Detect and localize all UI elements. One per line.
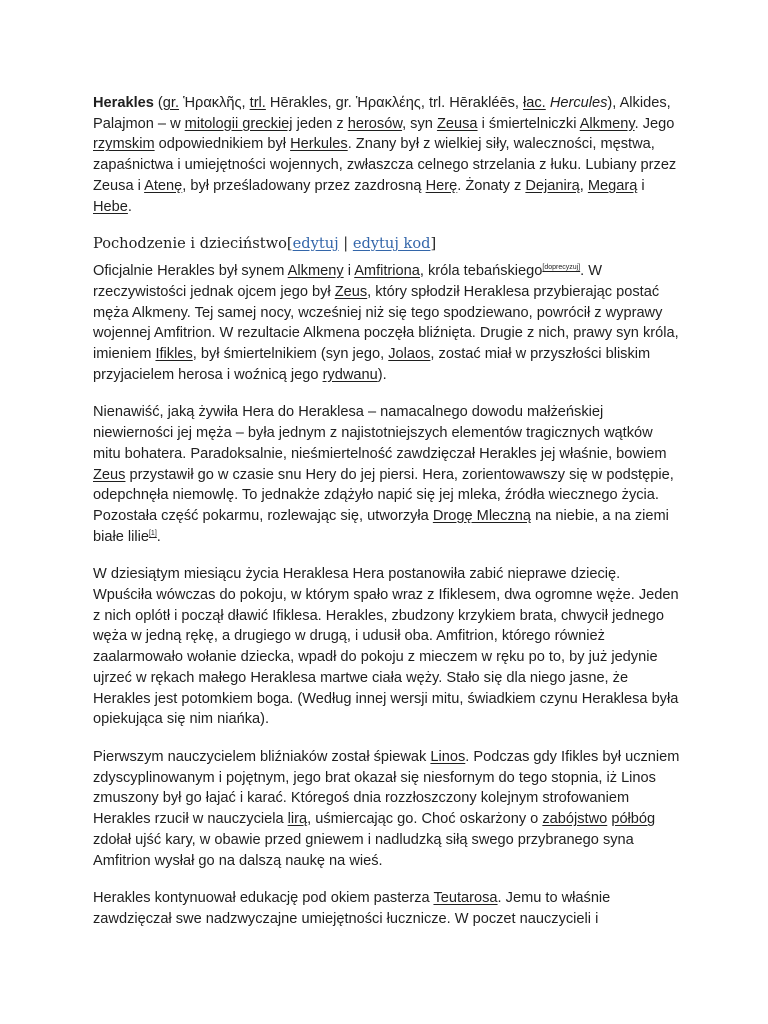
text: Pierwszym nauczycielem bliźniaków został śpiewak: [93, 748, 431, 765]
paragraph-origin: [93, 261, 683, 385]
link-amfitriona[interactable]: Amfitriona: [354, 263, 420, 280]
text: . Żonaty z: [457, 177, 526, 194]
paragraph-snakes: [93, 564, 683, 730]
link-ifikles[interactable]: Ifikles: [155, 346, 193, 363]
section-heading: [93, 234, 683, 254]
link-herosow[interactable]: herosów: [347, 115, 403, 132]
link-zabojstwo[interactable]: zabójstwo: [542, 811, 608, 828]
bracket-close: ]: [430, 235, 437, 253]
link-linos[interactable]: Linos: [430, 748, 466, 765]
link-lac[interactable]: łac.: [523, 95, 546, 111]
text: odpowiednikiem był: [154, 136, 291, 153]
text: Ἡρακλῆς,: [179, 95, 250, 111]
footnote-link[interactable]: [1]: [148, 529, 157, 537]
text: zdołał ujść kary, w obawie przed gniewem i nadludzką siłą swego przybranego syna Amfitrion wysłał go na dalszą naukę na wieś.: [93, 831, 634, 869]
link-trl[interactable]: trl.: [249, 95, 266, 111]
paragraph-hera: [93, 402, 683, 547]
text: .: [156, 528, 161, 545]
link-teutarosa[interactable]: Teutarosa: [433, 890, 498, 907]
text: Herakles kontynuował edukację pod okiem pasterza: [93, 890, 434, 907]
section-title: Pochodzenie i dzieciństwo: [93, 235, 287, 253]
link-gr[interactable]: gr.: [162, 95, 180, 111]
link-atene[interactable]: Atenę: [144, 177, 183, 194]
intro-paragraph: [93, 93, 683, 217]
text: , króla tebańskiego: [419, 263, 543, 280]
text: Nienawiść, jaką żywiła Hera do Heraklesa – namacalnego dowodu małżeńskiej niewierności jej męża – była jednym z najistotniejszych elementów tragicznych wątków mitu bohatera. Paradoksalnie, nieśmiertelność zawdzięczał Herakles jej właśnie, bowiem: [93, 404, 667, 462]
link-rydwanu[interactable]: rydwanu: [322, 366, 378, 383]
text: . W rzeczywistości jednak ojcem jego był: [93, 263, 603, 300]
text: , zostać miał w przyszłości bliskim przyjacielem herosa i woźnicą jego: [93, 346, 651, 383]
text: jeden z: [292, 115, 348, 132]
link-lira[interactable]: lirą: [287, 811, 308, 828]
text: ), Alkides, Palajmon – w: [93, 95, 671, 132]
text: i: [637, 177, 645, 194]
link-dejanira[interactable]: Dejanirą: [525, 177, 580, 194]
text: (: [153, 95, 163, 111]
link-alkmeny[interactable]: Alkmeny: [287, 263, 344, 280]
link-here[interactable]: Herę: [425, 177, 458, 194]
link-polbog[interactable]: półbóg: [611, 811, 656, 828]
link-zeus[interactable]: Zeus: [334, 283, 368, 300]
text: ,: [579, 177, 588, 194]
text: , był śmiertelnikiem (syn jego,: [192, 346, 389, 363]
edit-separator: |: [338, 235, 353, 253]
text: , który spłodził Heraklesa przybierając postać męża Alkmeny. Tej samej nocy, wcześniej niż się tego spodziewano, powrócił z wyprawy wojennej Amfitrion. W rezultacie Alkmena poczęła bliźnięta. Drugie z nich, prawy syn króla, imieniem: [93, 283, 679, 363]
latin-name: Hercules: [549, 95, 608, 111]
edit-link[interactable]: edytuj: [292, 235, 339, 253]
bracket-open: [: [286, 235, 293, 253]
text: , był prześladowany przez zazdrosną: [182, 177, 426, 194]
link-megara[interactable]: Megarą: [587, 177, 638, 194]
text: . Jego: [634, 115, 675, 132]
text: Oficjalnie Herakles był synem: [93, 263, 288, 280]
paragraph-linos: [93, 747, 683, 871]
text: i: [343, 263, 355, 280]
text: i śmiertelniczki: [477, 115, 580, 132]
link-hebe[interactable]: Hebe: [93, 198, 128, 215]
link-droge-mleczna[interactable]: Drogę Mleczną: [432, 507, 532, 524]
text: przystawił go w czasie snu Hery do jej piersi. Hera, zorientowawszy się w podstępie, odepchnęła niemowlę. To jednakże zdążyło napić się jej mleka, źródła wiecznego życia. Pozostała część pokarmu, rozlewając się, utworzyła: [93, 466, 674, 524]
doprecyzuj-note-link[interactable]: [doprecyzuj]: [542, 264, 581, 272]
link-alkmeny[interactable]: Alkmeny: [579, 115, 635, 132]
text: Hērakles, gr. Ἡρακλέης, trl. Hērakléēs,: [265, 95, 524, 111]
link-zeusa[interactable]: Zeusa: [436, 115, 478, 132]
text: , syn: [402, 115, 437, 132]
text: , uśmiercając go. Choć oskarżony o: [307, 811, 543, 828]
link-jolaos[interactable]: Jolaos: [388, 346, 431, 363]
text: ).: [377, 366, 387, 383]
text: .: [127, 198, 132, 215]
text: W dziesiątym miesiącu życia Heraklesa Hera postanowiła zabić nieprawe dziecię. Wpuściła wówczas do pokoju, w którym spało wraz z Ifiklesem, dwa ogromne węże. Jeden z nich oplótł i począł dławić Ifiklesa. Herakles, zbudzony krzykiem brata, chwycił jednego węża w jedną rękę, a drugiego w drugą, i udusił oba. Amfitrion, którego również zaalarmowało wołanie dziecka, wpadł do pokoju z mieczem w ręku po to, by już jedynie ujrzeć w rękach małego Heraklesa martwe ciała węży. Stało się dla niego jasne, że Herakles jest potomkiem boga. (Według innej wersji mitu, świadkiem czynu Heraklesa była opiekująca się nim niańka).: [93, 566, 679, 728]
text: . Znany był z wielkiej siły, waleczności, męstwa, zapaśnictwa i umiejętności wojennych, zwłaszcza celnego strzelania z łuku. Lubiany przez Zeusa i: [93, 136, 677, 194]
edit-code-link[interactable]: edytuj kod: [352, 235, 431, 253]
article-body: [93, 93, 683, 947]
link-herkules[interactable]: Herkules: [290, 136, 348, 153]
link-zeus[interactable]: Zeus: [93, 466, 126, 483]
text: na niebie, a na ziemi białe lilie: [93, 507, 669, 545]
text: . Podczas gdy Ifikles był uczniem zdyscyplinowanym i pojętnym, jego brat okazał się niesfornym do tego stopnia, iż Linos zmuszony był go łajać i karać. Któregoś dnia rozzłoszczony kolejnym strofowaniem Herakles rzucił w nauczyciela: [93, 748, 680, 828]
text: . Jemu to właśnie zawdzięczał swe nadzwyczajne umiejętności łucznicze. W poczet nauczycieli i: [93, 890, 611, 927]
link-mitologii-greckiej[interactable]: mitologii greckiej: [184, 115, 293, 132]
article-subject: Herakles: [93, 95, 154, 111]
paragraph-teutaros: [93, 888, 683, 929]
link-rzymskim[interactable]: rzymskim: [93, 136, 155, 153]
